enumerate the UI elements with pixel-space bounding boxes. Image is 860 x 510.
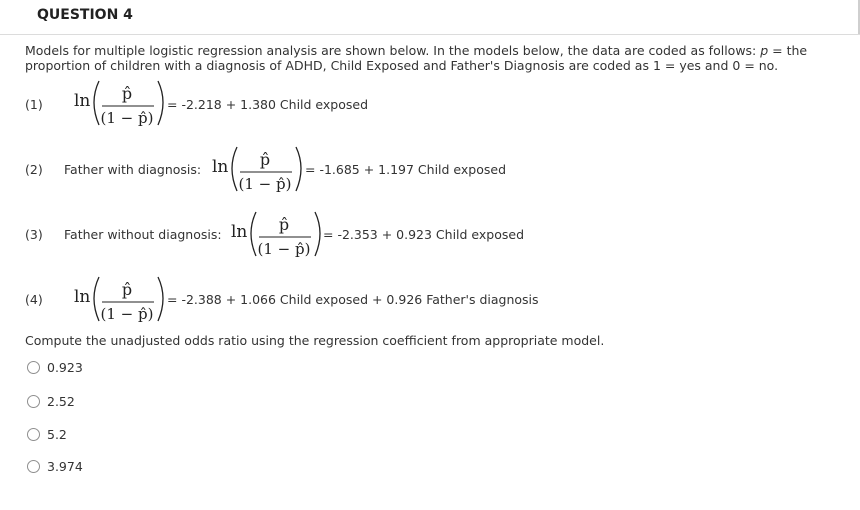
formula-numerator: p̂ [278,215,290,234]
model-4-formula [72,269,172,327]
model-3-label: Father without diagnosis: [64,227,222,242]
answer-option-1[interactable] [27,358,83,376]
model-2-equation: = -1.685 + 1.197 Child exposed [305,162,507,177]
ln-symbol: ln [212,157,229,177]
formula-denominator: (1 − p̂) [100,305,154,323]
formula-denominator: (1 − p̂) [100,109,154,127]
answer-option-2[interactable] [27,392,75,410]
model-4-number: (4) [25,292,43,307]
radio-button[interactable] [27,460,40,473]
question-intro [25,43,845,73]
answer-option-label: 5.2 [47,426,67,442]
radio-button[interactable] [27,361,40,374]
question-title: QUESTION 4 [37,7,133,23]
formula-numerator: p̂ [259,150,271,169]
radio-button[interactable] [27,428,40,441]
answer-option-label: 3.974 [47,458,83,474]
formula-numerator: p̂ [121,280,133,299]
logit-formula-graphic [210,139,310,197]
model-4-equation: = -2.388 + 1.066 Child exposed + 0.926 Father's diagnosis [167,292,539,307]
intro-text-pre: Models for multiple logistic regression analysis are shown below. In the models below, the data are coded as follows: [25,43,761,58]
logit-formula-graphic [72,269,172,327]
model-3-formula [229,204,329,262]
answer-option-3[interactable] [27,425,67,443]
formula-denominator: (1 − p̂) [238,175,292,193]
ln-symbol: ln [74,287,91,307]
formula-denominator: (1 − p̂) [257,240,311,258]
model-2-number: (2) [25,162,43,177]
radio-button[interactable] [27,395,40,408]
model-1-number: (1) [25,97,43,112]
intro-text-post: = the proportion of children with a diagnosis of ADHD, Child Exposed and Father's Diagnosis are coded as 1 = yes and 0 = no. [25,43,808,73]
formula-numerator: p̂ [121,84,133,103]
model-2-label: Father with diagnosis: [64,162,202,177]
model-1-formula [72,73,172,131]
answer-option-4[interactable] [27,457,83,475]
ln-symbol: ln [231,222,248,242]
intro-variable: p [760,43,769,58]
question-header [0,0,860,35]
ln-symbol: ln [74,91,91,111]
question-prompt: Compute the unadjusted odds ratio using the regression coefficient from appropriate model. [25,333,605,348]
model-3-number: (3) [25,227,43,242]
model-2-formula [210,139,310,197]
logit-formula-graphic [72,73,172,131]
answer-option-label: 0.923 [47,359,83,375]
logit-formula-graphic [229,204,329,262]
answer-option-label: 2.52 [47,393,75,409]
model-1-equation: = -2.218 + 1.380 Child exposed [167,97,369,112]
model-3-equation: = -2.353 + 0.923 Child exposed [323,227,525,242]
